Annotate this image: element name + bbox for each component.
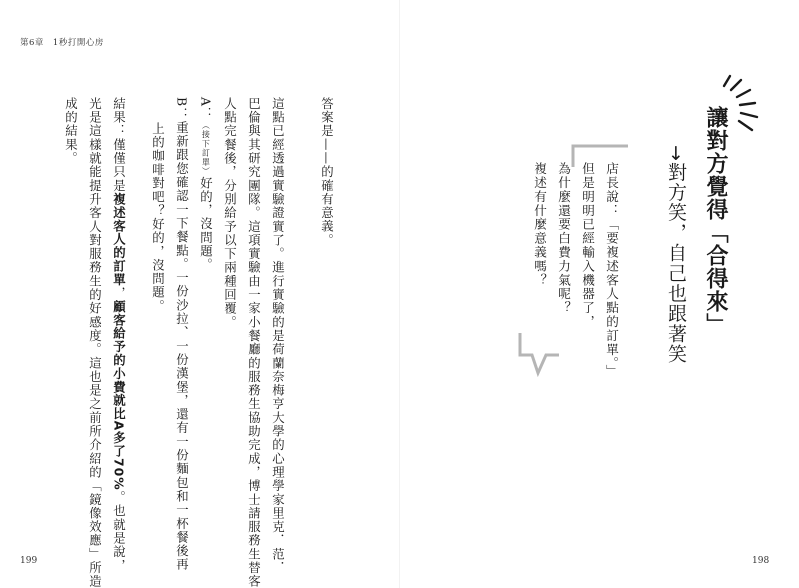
result-emphasis-1: 複述客人的訂單: [111, 192, 127, 287]
section-heading: 讓對方覺得「合得來」: [703, 106, 728, 336]
result-line-2: 光是這樣就能提升客人對服務生的好感度。這也是之前所介紹的「鏡像效應」所造: [87, 97, 103, 588]
reply-a-rest: 好的，沒問題。: [198, 176, 214, 272]
answer-line: 答案是——的確有意義。: [319, 97, 335, 248]
running-head: 第6章 1秒打開心房: [20, 38, 104, 48]
result-comma: ，: [111, 286, 127, 301]
reply-a-prefix: A：: [198, 97, 214, 121]
reply-a-note: （接下訂單）: [201, 120, 211, 177]
paragraph-line-3: 人點完餐後，分別給予以下兩種回覆。: [222, 97, 238, 330]
quote-line-1: 店長說：「要複述客人點的訂單。」: [604, 162, 619, 379]
reply-a: [198, 97, 214, 272]
section-subheading: →對方笑，自己也跟著笑: [665, 145, 687, 365]
page-number-left: 199: [20, 556, 38, 566]
quote-line-2: 但是明明已經輸入機器了，: [580, 162, 595, 329]
page-number-right: 198: [752, 556, 770, 566]
paragraph-line-1: 這點已經透過實驗證實了。進行實驗的是荷蘭奈梅亨大學的心理學家里克．范．: [270, 97, 286, 575]
reply-b-line-1: B：重新跟您確認一下餐點。一份沙拉、一份漢堡，還有一份麵包和一杯餐後再: [174, 97, 190, 572]
quote-line-4: 複述有什麼意義嗎？: [532, 162, 547, 288]
result-line-1: [111, 97, 127, 573]
result-end: 。也就是說，: [111, 490, 127, 573]
result-prefix: 結果：僅僅只是: [111, 97, 127, 193]
result-emphasis-2: 顧客給予的小費就比A多了70%: [111, 300, 127, 491]
result-line-3: 成的結果。: [63, 97, 79, 166]
paragraph-line-2: 巴倫與其研究團隊。這項實驗由一家小餐廳的服務生協助完成，博士請服務生替客: [246, 97, 262, 588]
quote-line-3: 為什麼還要白費力氣呢？: [556, 162, 571, 315]
reply-b-line-2: 上的咖啡對吧？好的，沒問題。: [150, 122, 166, 314]
